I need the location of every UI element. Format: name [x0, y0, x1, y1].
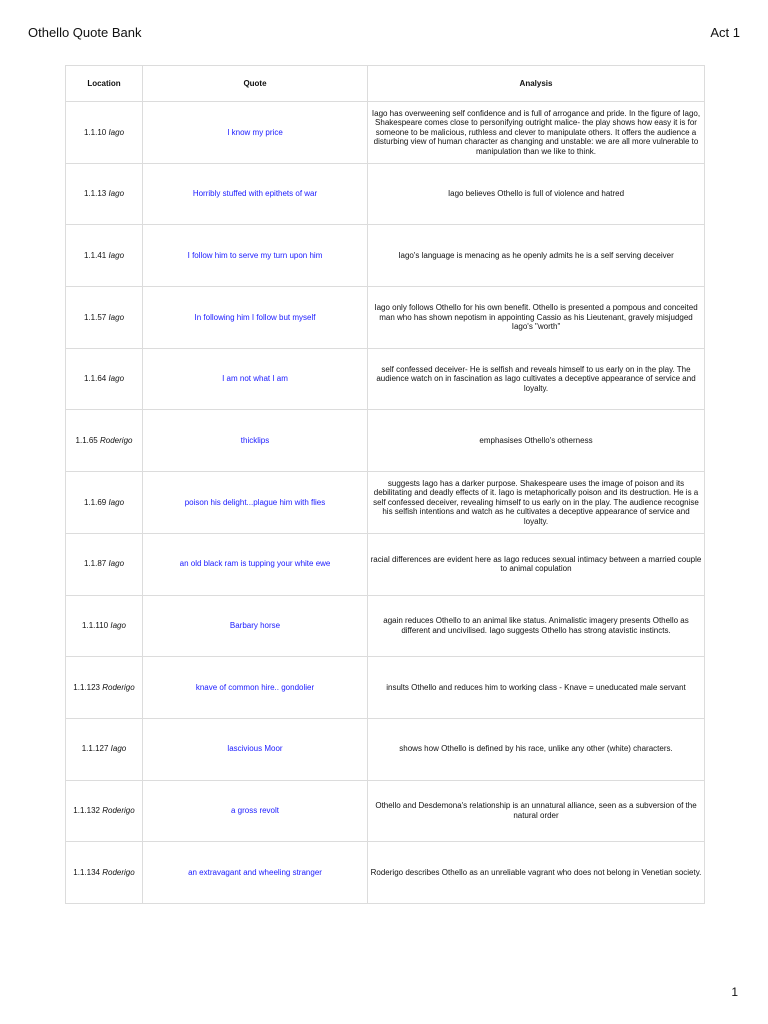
line-reference: 1.1.87 — [83, 559, 107, 569]
line-reference: 1.1.64 — [83, 374, 107, 384]
line-reference: 1.1.57 — [83, 312, 107, 322]
speaker-name: Roderigo — [102, 682, 135, 692]
location-cell — [66, 410, 143, 472]
speaker-name: Iago — [108, 189, 125, 199]
quote-table — [65, 65, 705, 904]
analysis-cell: insults Othello and reduces him to working class - Knave = uneducated male servant — [368, 657, 705, 719]
speaker-name: Iago — [110, 744, 127, 754]
analysis-cell: Roderigo describes Othello as an unreliable vagrant who does not belong in Venetian society. — [368, 842, 705, 904]
quote-cell: an extravagant and wheeling stranger — [143, 842, 368, 904]
quote-cell: knave of common hire.. gondolier — [143, 657, 368, 719]
table-row — [66, 410, 705, 472]
analysis-cell: suggests Iago has a darker purpose. Shakespeare uses the image of poison and its debilitating and deadly effects of it. Iago is metaphorically poison and its destruction. He is a self confessed deceiver, revealing himself to us early on in the play. The audience recognise his selfish intentions and watch as he cultivates a deceptive appearance of service and loyalty. — [368, 472, 705, 534]
quote-cell: poison his delight...plague him with flies — [143, 472, 368, 534]
table-row — [66, 102, 705, 164]
speaker-name: Roderigo — [100, 436, 133, 446]
location-cell — [66, 163, 143, 225]
speaker-name: Iago — [108, 559, 125, 569]
quote-cell: Barbary horse — [143, 595, 368, 657]
location-cell — [66, 348, 143, 410]
line-reference: 1.1.10 — [83, 127, 107, 137]
line-reference: 1.1.65 — [75, 436, 98, 446]
quote-cell: lascivious Moor — [143, 718, 368, 780]
quote-cell: I know my price — [143, 102, 368, 164]
location-cell — [66, 472, 143, 534]
table-row — [66, 780, 705, 842]
table-row — [66, 225, 705, 287]
page-number: 1 — [731, 985, 738, 999]
document-title: Othello Quote Bank — [28, 25, 142, 40]
location-cell — [66, 102, 143, 164]
line-reference: 1.1.134 — [73, 867, 100, 877]
quote-cell: Horribly stuffed with epithets of war — [143, 163, 368, 225]
location-cell — [66, 780, 143, 842]
speaker-name: Iago — [108, 374, 125, 384]
analysis-cell: Othello and Desdemona's relationship is an unnatural alliance, seen as a subversion of the natural order — [368, 780, 705, 842]
line-reference: 1.1.13 — [83, 189, 107, 199]
quote-cell: In following him I follow but myself — [143, 287, 368, 349]
analysis-cell: Iago's language is menacing as he openly admits he is a self serving deceiver — [368, 225, 705, 287]
analysis-cell: Iago believes Othello is full of violence and hatred — [368, 163, 705, 225]
table-row — [66, 533, 705, 595]
speaker-name: Iago — [108, 127, 125, 137]
line-reference: 1.1.110 — [82, 621, 109, 631]
table-row — [66, 718, 705, 780]
line-reference: 1.1.132 — [73, 806, 100, 816]
quote-cell: an old black ram is tupping your white ewe — [143, 533, 368, 595]
table-row — [66, 472, 705, 534]
analysis-cell: Iago only follows Othello for his own benefit. Othello is presented a pompous and conceited man who has shown nepotism in appointing Cassio as his Lieutenant, gravely misjudged Iago's "worth" — [368, 287, 705, 349]
speaker-name: Roderigo — [102, 867, 135, 877]
location-cell — [66, 842, 143, 904]
column-header-quote: Quote — [143, 66, 368, 102]
speaker-name: Iago — [110, 621, 126, 631]
line-reference: 1.1.69 — [83, 497, 107, 507]
line-reference: 1.1.123 — [73, 682, 100, 692]
table-row — [66, 595, 705, 657]
location-cell — [66, 718, 143, 780]
location-cell — [66, 657, 143, 719]
location-cell — [66, 225, 143, 287]
quote-cell: a gross revolt — [143, 780, 368, 842]
analysis-cell: racial differences are evident here as Iago reduces sexual intimacy between a married couple to animal copulation — [368, 533, 705, 595]
analysis-cell: Iago has overweening self confidence and is full of arrogance and pride. In the figure of Iago, Shakespeare comes close to personifying outright malice- the play shows how easy it is for someone to be malicious, ruthless and clever to manipulate others. It offers the audience a disturbing view of human character as changing and unstable: we are all more vulnerable to manipulation than we like to think. — [368, 102, 705, 164]
table-row — [66, 842, 705, 904]
analysis-cell: self confessed deceiver- He is selfish and reveals himself to us early on in the play. The audience watch on in fascination as Iago cultivates a deceptive appearance of service and loyalty. — [368, 348, 705, 410]
line-reference: 1.1.127 — [81, 744, 109, 754]
speaker-name: Iago — [108, 312, 125, 322]
quote-cell: I am not what I am — [143, 348, 368, 410]
speaker-name: Roderigo — [102, 806, 135, 816]
location-cell — [66, 595, 143, 657]
analysis-cell: shows how Othello is defined by his race, unlike any other (white) characters. — [368, 718, 705, 780]
location-cell — [66, 533, 143, 595]
column-header-location: Location — [66, 66, 143, 102]
speaker-name: Iago — [108, 250, 125, 260]
act-label: Act 1 — [710, 25, 740, 40]
table-row — [66, 287, 705, 349]
column-header-analysis: Analysis — [368, 66, 705, 102]
table-row — [66, 657, 705, 719]
table-row — [66, 163, 705, 225]
analysis-cell: again reduces Othello to an animal like status. Animalistic imagery presents Othello as different and uncivilised. Iago suggests Othello has strong atavistic instincts. — [368, 595, 705, 657]
line-reference: 1.1.41 — [83, 250, 107, 260]
table-row — [66, 348, 705, 410]
table-header-row — [66, 66, 705, 102]
quote-cell: I follow him to serve my turn upon him — [143, 225, 368, 287]
table-body — [66, 102, 705, 904]
analysis-cell: emphasises Othello's otherness — [368, 410, 705, 472]
location-cell — [66, 287, 143, 349]
speaker-name: Iago — [108, 497, 125, 507]
quote-cell: thicklips — [143, 410, 368, 472]
